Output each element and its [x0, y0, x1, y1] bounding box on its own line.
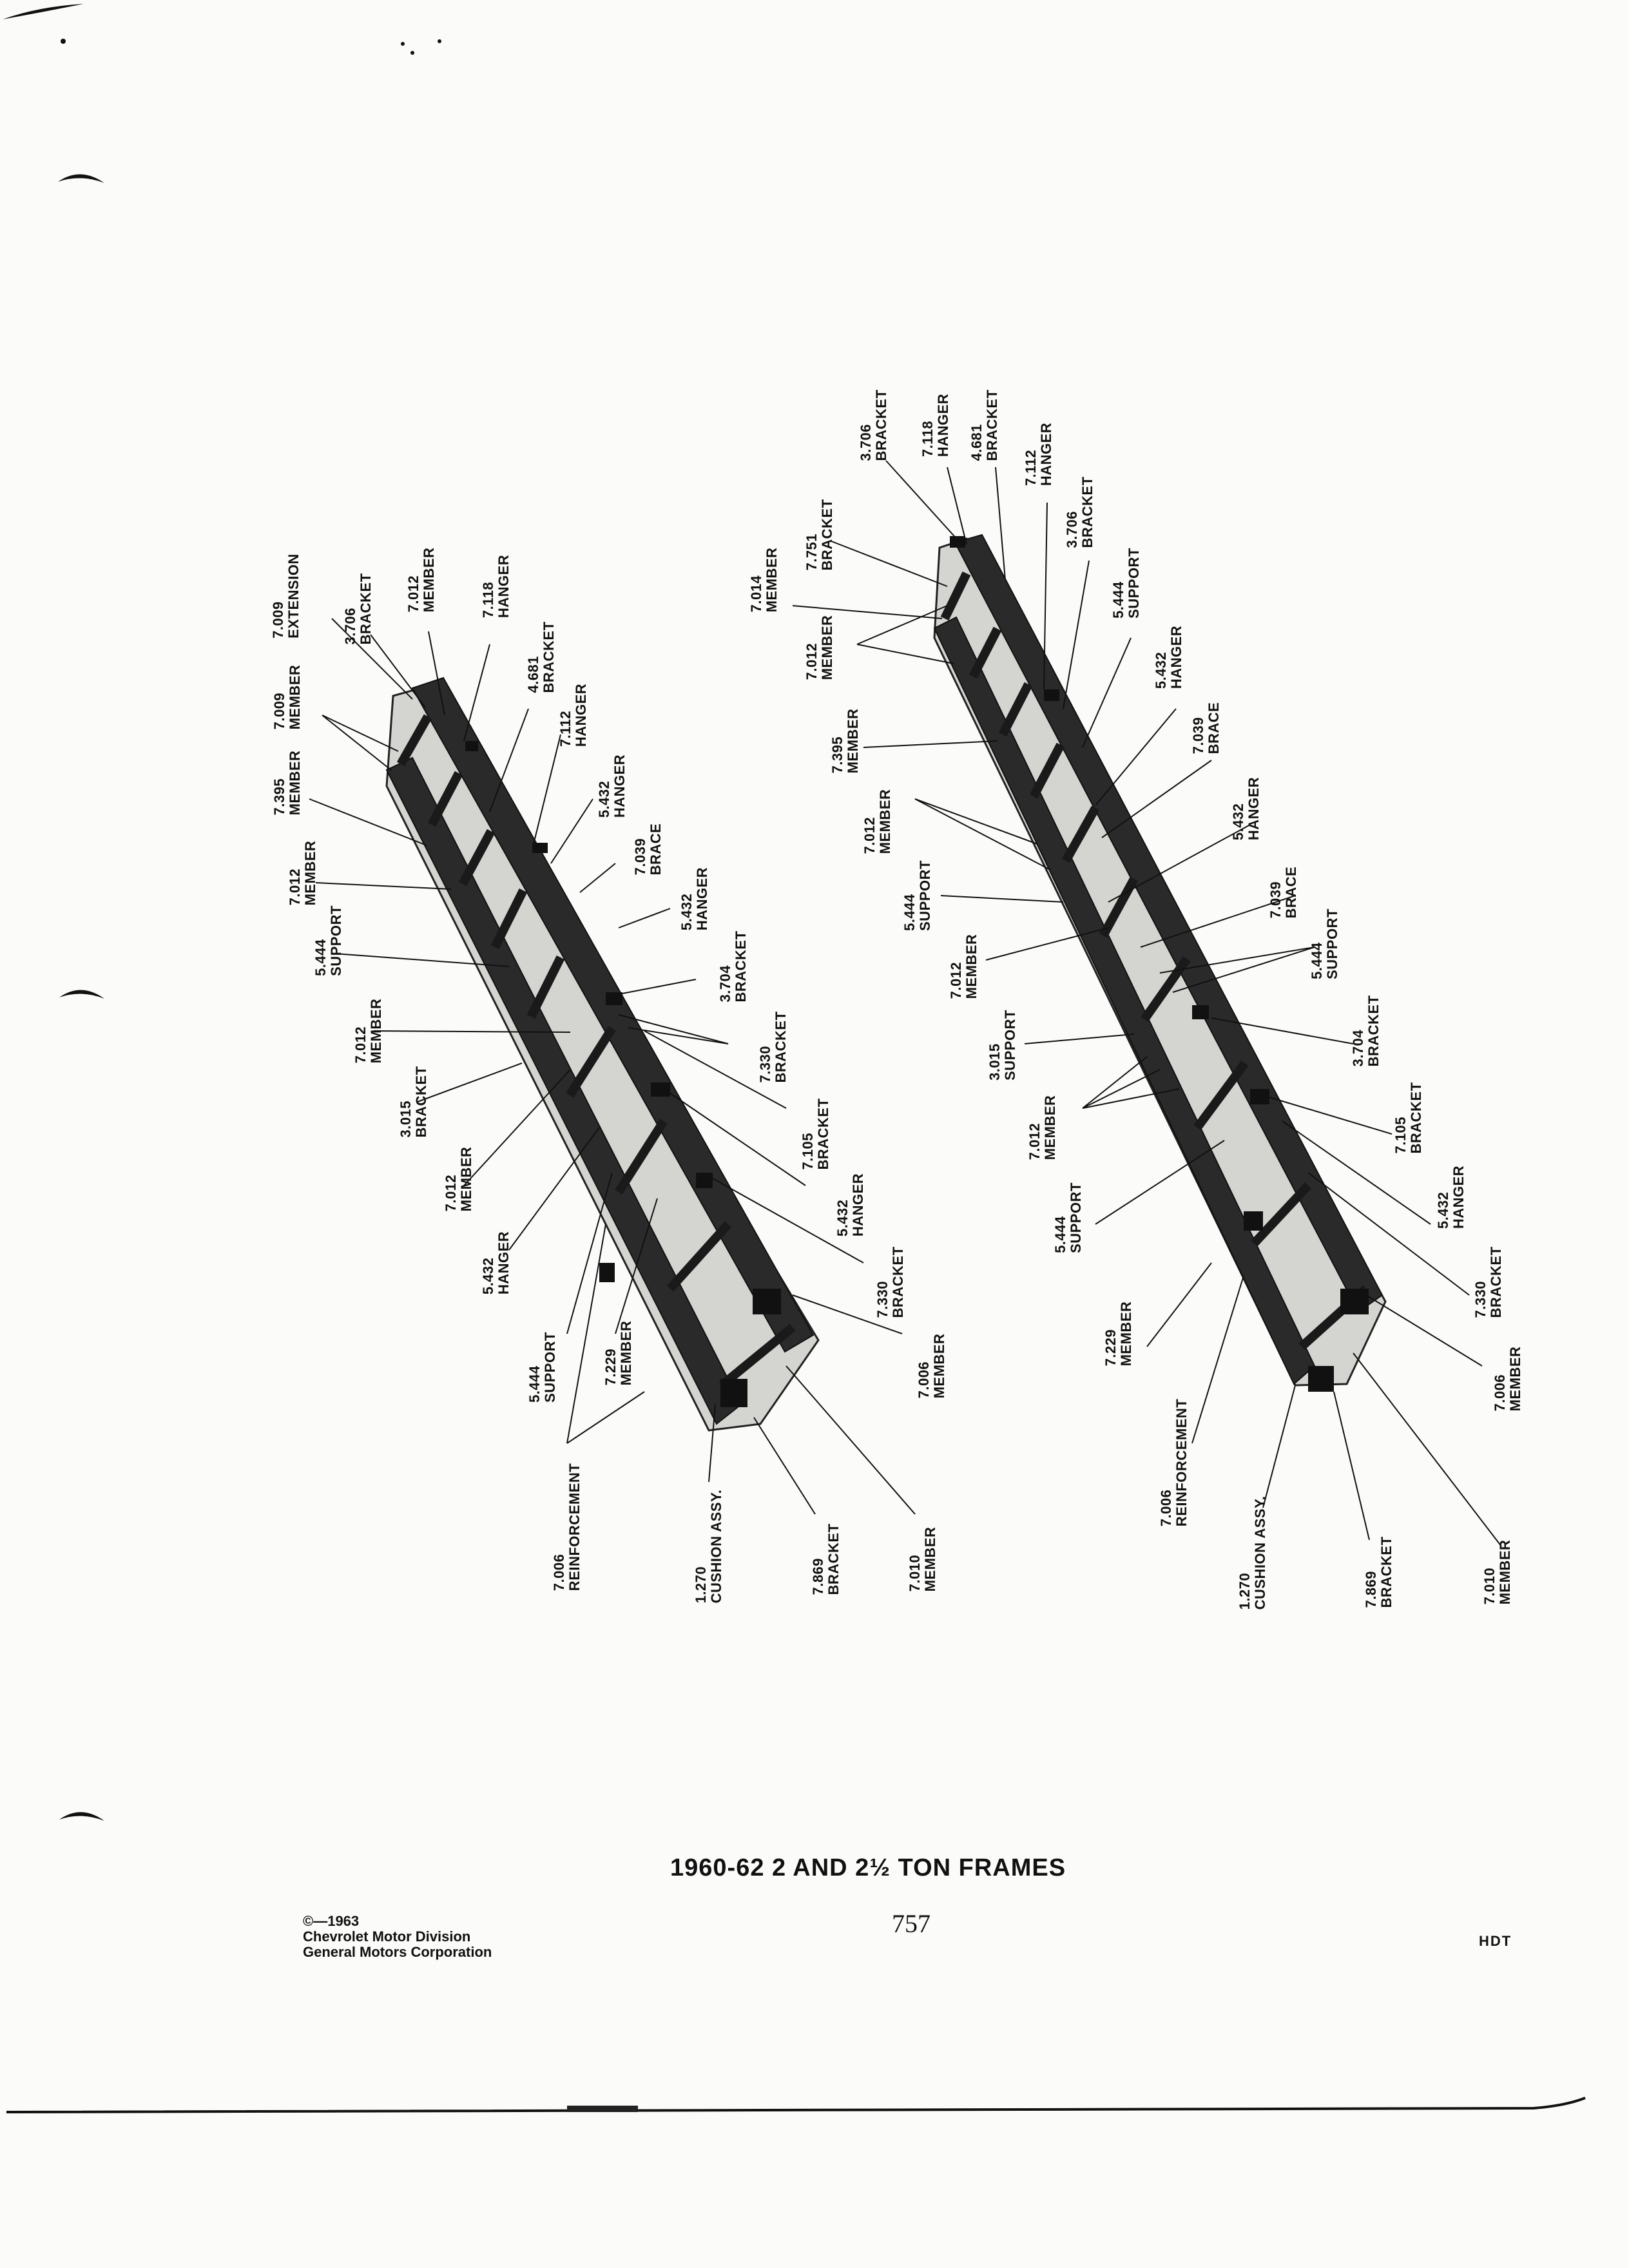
right-callout-bracket-7751	[804, 499, 835, 570]
part-name: HANGER	[694, 867, 710, 931]
part-name: HANGER	[573, 683, 589, 747]
part-number: 7.010	[1481, 1567, 1498, 1605]
left-callout-member-7229	[603, 1321, 634, 1386]
part-number: 7.229	[1103, 1329, 1119, 1367]
part-name: MEMBER	[1507, 1346, 1523, 1412]
part-name: BRACE	[1283, 866, 1299, 919]
part-number: 1.270	[693, 1566, 709, 1604]
left-callout-hanger-7118	[481, 555, 512, 618]
right-callout-brace-7039	[1268, 867, 1299, 919]
left-callout-member-7012	[443, 1147, 474, 1212]
right-callout-member-7012	[949, 934, 979, 999]
bracket	[1244, 1211, 1263, 1231]
left-callout-support-5444	[527, 1332, 558, 1403]
part-name: REINFORCEMENT	[1173, 1398, 1190, 1527]
part-number: 3.704	[1350, 1029, 1366, 1067]
left-callout-member-7006	[916, 1334, 947, 1399]
bracket	[465, 741, 478, 751]
bracket	[1308, 1366, 1334, 1392]
part-name: MEMBER	[764, 547, 780, 613]
bracket	[950, 536, 965, 548]
part-name: MEMBER	[963, 934, 979, 999]
bracket	[720, 1379, 747, 1407]
right-callout-member-7012	[862, 789, 893, 854]
part-number: 7.330	[757, 1045, 773, 1083]
right-callout-bracket-3706	[1065, 476, 1095, 548]
part-number: 5.432	[596, 780, 612, 818]
left-callout-bracket-7330	[758, 1011, 789, 1082]
part-number: 7.039	[1190, 716, 1206, 754]
binder-hole-mark	[58, 174, 104, 183]
part-name: HANGER	[935, 393, 951, 457]
part-number: 7.112	[557, 710, 574, 747]
part-name: BRACKET	[1408, 1082, 1424, 1154]
part-number: 7.012	[287, 868, 303, 906]
left-callout-member-7395	[272, 751, 303, 816]
part-name: HANGER	[1168, 625, 1184, 689]
left-callout-cushion-1270	[693, 1490, 724, 1604]
part-name: MEMBER	[287, 664, 303, 730]
part-number: 5.444	[901, 894, 918, 931]
left-callout-member-7010	[907, 1527, 938, 1592]
part-name: SUPPORT	[328, 905, 344, 976]
part-number: 7.010	[907, 1554, 923, 1592]
part-name: BRACKET	[819, 499, 835, 571]
left-callout-bracket-7105	[800, 1098, 831, 1169]
part-number: 7.012	[352, 1026, 369, 1064]
part-number: 7.112	[1023, 449, 1039, 486]
part-name: MEMBER	[421, 547, 437, 613]
part-name: BRACE	[1206, 702, 1222, 754]
part-name: MEMBER	[1042, 1095, 1058, 1160]
part-name: BRACKET	[984, 389, 1000, 461]
part-number: 7.229	[602, 1348, 619, 1386]
part-name: HANGER	[850, 1173, 866, 1237]
part-name: BRACKET	[541, 621, 557, 693]
right-callout-bracket-4681	[969, 389, 1000, 461]
part-number: 7.395	[271, 778, 287, 816]
part-name: BRACKET	[1079, 476, 1095, 548]
part-number: 7.118	[920, 420, 936, 457]
part-number: 5.444	[526, 1365, 543, 1403]
part-name: MEMBER	[302, 840, 318, 906]
part-number: 7.039	[632, 838, 648, 876]
part-name: HANGER	[496, 554, 512, 619]
right-callout-hanger-5432	[1231, 777, 1262, 840]
copyright-line: Chevrolet Motor Division	[303, 1928, 471, 1945]
part-name: BRACKET	[890, 1246, 906, 1318]
left-callout-bracket-7330	[875, 1246, 906, 1318]
right-callout-hanger-7112	[1023, 423, 1054, 486]
left-callout-brace-7039	[633, 823, 664, 876]
part-name: HANGER	[612, 754, 628, 818]
binder-hole-mark	[59, 1812, 104, 1821]
right-callout-hanger-5432	[1436, 1166, 1467, 1229]
bracket	[532, 843, 548, 853]
copyright-line: ©—1963	[303, 1913, 360, 1929]
part-name: MEMBER	[368, 998, 384, 1064]
part-name: HANGER	[1451, 1165, 1467, 1229]
left-callout-hanger-5432	[597, 754, 628, 818]
part-number: 5.432	[1153, 651, 1169, 689]
part-number: 7.012	[948, 961, 964, 999]
right-callout-member-7012	[1027, 1095, 1058, 1160]
part-number: 5.444	[313, 939, 329, 976]
part-number: 7.006	[551, 1553, 567, 1591]
part-name: SUPPORT	[1126, 548, 1142, 619]
document-code: HDT	[1479, 1933, 1512, 1949]
part-name: MEMBER	[819, 615, 835, 680]
right-callout-bracket-7869	[1364, 1536, 1394, 1608]
right-callout-hanger-5432	[1153, 626, 1184, 689]
part-number: 3.015	[987, 1043, 1003, 1081]
part-name: MEMBER	[1118, 1301, 1134, 1367]
part-number: 7.009	[271, 692, 287, 730]
left-callout-reinforcement-7006	[552, 1463, 583, 1591]
part-number: 7.869	[1363, 1570, 1379, 1608]
right-callout-support-5444	[1053, 1182, 1084, 1253]
part-name: BRACKET	[358, 573, 374, 645]
left-callout-bracket-3706	[343, 573, 374, 644]
part-number: 7.014	[748, 575, 764, 613]
part-name: SUPPORT	[917, 860, 933, 931]
part-name: BRACKET	[413, 1066, 429, 1138]
part-name: BRACKET	[1365, 995, 1382, 1067]
left-side-rail	[387, 758, 741, 1424]
part-number: 4.681	[969, 423, 985, 461]
part-number: 3.704	[717, 965, 733, 1003]
copyright-line: General Motors Corporation	[303, 1944, 492, 1960]
binder-hole-mark	[59, 990, 104, 999]
part-name: BRACKET	[873, 389, 889, 461]
right-callout-hanger-7118	[920, 394, 951, 457]
right-callout-member-7006	[1492, 1347, 1523, 1412]
left-callout-hanger-5432	[835, 1173, 866, 1236]
part-name: BRACKET	[1488, 1246, 1504, 1318]
bracket	[599, 1263, 615, 1282]
part-name: HANGER	[1246, 776, 1262, 841]
part-name: HANGER	[496, 1231, 512, 1295]
right-callout-support-3015	[987, 1010, 1018, 1081]
part-number: 7.012	[862, 816, 878, 854]
left-callout-member-7012	[353, 999, 384, 1064]
left-callout-member-7012	[287, 841, 318, 906]
part-number: 5.432	[1230, 803, 1246, 841]
left-callout-member-7012	[406, 548, 437, 613]
bracket	[753, 1289, 781, 1314]
part-number: 7.869	[810, 1557, 826, 1595]
part-number: 7.012	[804, 642, 820, 680]
part-number: 3.706	[858, 423, 874, 461]
part-number: 1.270	[1237, 1572, 1253, 1610]
bracket	[651, 1082, 670, 1097]
left-callout-support-5444	[313, 905, 344, 976]
part-number: 5.432	[480, 1257, 496, 1295]
right-callout-member-7012	[804, 615, 835, 680]
part-number: 7.012	[1027, 1122, 1043, 1160]
part-name: BRACKET	[773, 1011, 789, 1083]
left-callout-member-7009	[272, 665, 303, 730]
bottom-rule	[6, 2098, 1585, 2112]
page-title: 1960-62 2 AND 2½ TON FRAMES	[670, 1854, 1066, 1881]
part-name: HANGER	[1038, 422, 1054, 486]
left-side-rail	[934, 617, 1315, 1384]
left-callout-bracket-7869	[811, 1523, 842, 1595]
left-callout-bracket-3704	[718, 930, 749, 1002]
bracket	[696, 1173, 713, 1188]
part-name: SUPPORT	[1002, 1010, 1018, 1081]
part-name: MEMBER	[458, 1146, 474, 1212]
bracket	[1044, 689, 1059, 701]
part-number: 3.706	[342, 607, 358, 645]
right-callout-bracket-7105	[1393, 1082, 1424, 1153]
right-callout-cushion-1270	[1237, 1496, 1268, 1610]
part-number: 4.681	[525, 655, 541, 693]
part-name: BRACKET	[825, 1523, 842, 1595]
part-number: 7.330	[874, 1280, 891, 1318]
left-callout-bracket-3015	[398, 1066, 429, 1137]
part-number: 3.706	[1064, 510, 1080, 548]
scan-artifacts	[3, 4, 441, 1821]
part-number: 5.432	[1435, 1191, 1451, 1229]
left-callout-hanger-5432	[679, 867, 710, 930]
right-callout-member-7395	[830, 709, 861, 774]
right-callout-member-7229	[1103, 1302, 1134, 1367]
part-number: 7.006	[1492, 1374, 1508, 1412]
part-number: 7.012	[443, 1174, 459, 1212]
copyright-block	[303, 1914, 492, 1960]
right-callout-reinforcement-7006	[1159, 1399, 1190, 1526]
page-number: 757	[892, 1909, 930, 1938]
part-name: REINFORCEMENT	[566, 1463, 583, 1591]
scan-speck	[61, 39, 66, 44]
right-callout-support-5444	[902, 860, 933, 931]
part-number: 7.330	[1472, 1280, 1489, 1318]
part-number: 5.444	[1309, 942, 1325, 979]
left-callout-hanger-7112	[558, 684, 589, 747]
part-number: 7.009	[270, 601, 286, 639]
part-number: 7.105	[800, 1132, 816, 1170]
part-number: 5.432	[679, 893, 695, 931]
part-name: MEMBER	[618, 1320, 634, 1386]
part-name: MEMBER	[922, 1526, 938, 1592]
bottom-rule-smudge	[567, 2106, 638, 2112]
part-number: 7.751	[804, 533, 820, 571]
right-callout-support-5444	[1111, 548, 1142, 619]
part-number: 5.444	[1052, 1216, 1068, 1253]
bracket	[1340, 1289, 1369, 1314]
part-number: 7.006	[916, 1361, 932, 1399]
part-name: SUPPORT	[1068, 1182, 1084, 1253]
part-number: 5.432	[834, 1199, 851, 1237]
scan-speck	[3, 4, 84, 19]
part-name: BRACKET	[733, 930, 749, 1003]
part-name: EXTENSION	[285, 553, 302, 639]
part-name: BRACKET	[1378, 1536, 1394, 1608]
part-name: CUSHION ASSY.	[1252, 1495, 1268, 1610]
part-number: 7.039	[1268, 881, 1284, 919]
part-number: 7.012	[405, 575, 421, 613]
right-frame-illustration	[793, 461, 1501, 1546]
part-number: 3.015	[398, 1100, 414, 1138]
part-number: 7.395	[829, 736, 845, 774]
scan-speck	[401, 42, 405, 46]
right-callout-member-7014	[749, 548, 780, 613]
part-number: 7.006	[1158, 1489, 1174, 1527]
part-name: MEMBER	[877, 789, 893, 854]
scan-speck	[410, 51, 414, 55]
right-callout-bracket-3706	[858, 389, 889, 461]
part-number: 7.105	[1393, 1116, 1409, 1154]
right-callout-brace-7039	[1191, 702, 1222, 754]
part-name: SUPPORT	[1324, 908, 1340, 979]
part-name: SUPPORT	[542, 1332, 558, 1403]
left-callout-bracket-4681	[526, 621, 557, 693]
left-callout-extension-7009	[271, 553, 302, 639]
right-callout-bracket-3704	[1351, 995, 1382, 1066]
part-name: MEMBER	[287, 750, 303, 816]
left-callout-hanger-5432	[481, 1231, 512, 1294]
part-name: BRACKET	[815, 1098, 831, 1170]
part-number: 7.118	[480, 581, 496, 619]
right-callout-member-7010	[1482, 1540, 1513, 1605]
part-name: MEMBER	[931, 1333, 947, 1399]
scan-speck	[438, 39, 441, 43]
part-name: MEMBER	[1497, 1539, 1513, 1605]
bracket	[1192, 1005, 1209, 1019]
right-callout-bracket-7330	[1473, 1246, 1504, 1318]
right-callout-support-5444	[1309, 908, 1340, 979]
part-number: 5.444	[1110, 581, 1126, 619]
part-name: CUSHION ASSY.	[708, 1489, 724, 1604]
part-name: MEMBER	[845, 708, 861, 774]
part-name: BRACE	[648, 823, 664, 876]
